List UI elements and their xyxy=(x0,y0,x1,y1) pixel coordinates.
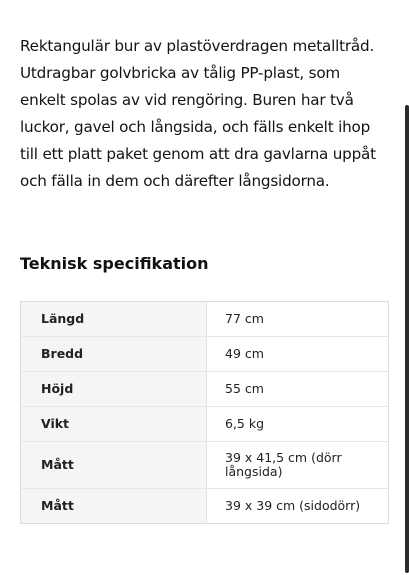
spec-label: Vikt xyxy=(21,407,207,442)
scrollbar[interactable] xyxy=(405,105,409,573)
spec-row-length xyxy=(21,302,389,337)
spec-label: Mått xyxy=(21,489,207,524)
spec-row-width xyxy=(21,337,389,372)
spec-row-weight xyxy=(21,407,389,442)
spec-label: Mått xyxy=(21,442,207,489)
spec-label: Höjd xyxy=(21,372,207,407)
spec-table xyxy=(20,301,389,524)
spec-value: 49 cm xyxy=(207,337,389,372)
spec-label: Längd xyxy=(21,302,207,337)
spec-value: 77 cm xyxy=(207,302,389,337)
spec-value: 39 x 41,5 cm (dörr långsida) xyxy=(207,442,389,489)
spec-value: 39 x 39 cm (sidodörr) xyxy=(207,489,389,524)
spec-value: 6,5 kg xyxy=(207,407,389,442)
spec-label: Bredd xyxy=(21,337,207,372)
spec-heading: Teknisk specifikation xyxy=(20,254,209,273)
spec-row-height xyxy=(21,372,389,407)
spec-value: 55 cm xyxy=(207,372,389,407)
product-description: Rektangulär bur av plastöverdragen metalltråd. Utdragbar golvbricka av tålig PP-plast, som enkelt spolas av vid rengöring. Buren har två luckor, gavel och långsida, och fälls enkelt ihop till ett platt paket genom att dra gavlarna uppåt och fälla in dem och därefter långsidorna. xyxy=(20,37,376,190)
product-details xyxy=(20,33,388,524)
spec-row-door-long-side xyxy=(21,442,389,489)
spec-row-side-door xyxy=(21,489,389,524)
